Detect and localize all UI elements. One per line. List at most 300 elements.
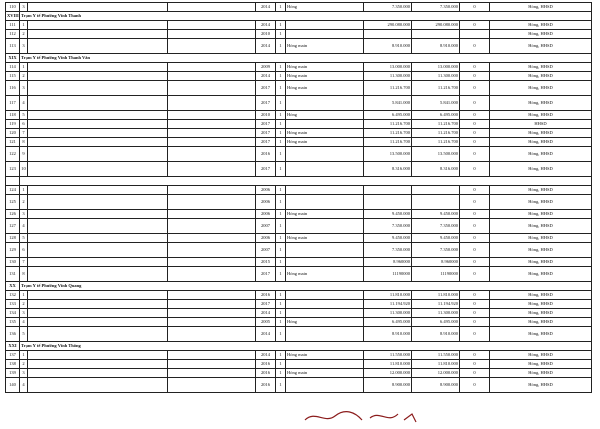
stt-cell: 118 bbox=[6, 111, 20, 120]
table-row bbox=[6, 129, 592, 138]
quantity-cell: 1 bbox=[276, 96, 286, 111]
description-cell bbox=[28, 129, 168, 138]
section-number: XX bbox=[6, 282, 20, 291]
note-cell: Hỏng, HHSD bbox=[490, 258, 592, 267]
quantity-cell: 1 bbox=[276, 327, 286, 342]
remaining-cell: 0 bbox=[460, 72, 490, 81]
sub-number-cell: 4 bbox=[20, 219, 28, 234]
stt-cell: 124 bbox=[6, 186, 20, 195]
remaining-cell: 0 bbox=[460, 3, 490, 12]
stt-cell: 134 bbox=[6, 309, 20, 318]
note-cell: Hỏng, HHSD bbox=[490, 360, 592, 369]
sub-number-cell: 3 bbox=[20, 369, 28, 378]
description-cell bbox=[28, 30, 168, 39]
value-cell: 11.300.000 bbox=[412, 72, 460, 81]
stt-cell: 111 bbox=[6, 21, 20, 30]
table-row bbox=[6, 81, 592, 96]
stt-cell: 131 bbox=[6, 267, 20, 282]
status-cell: Hỏng main bbox=[286, 234, 364, 243]
section-header-row bbox=[6, 282, 592, 291]
table-row bbox=[6, 21, 592, 30]
description-cell bbox=[28, 243, 168, 258]
remaining-cell: 0 bbox=[460, 96, 490, 111]
status-cell: Hỏng bbox=[286, 318, 364, 327]
code-cell bbox=[168, 360, 256, 369]
sub-number-cell: 2 bbox=[20, 195, 28, 210]
value-cell: 7.350.000 bbox=[412, 3, 460, 12]
value-cell: 9.450.000 bbox=[412, 210, 460, 219]
sub-number-cell: 5 bbox=[20, 327, 28, 342]
note-cell: HHSD bbox=[490, 120, 592, 129]
description-cell bbox=[28, 234, 168, 243]
quantity-cell: 1 bbox=[276, 360, 286, 369]
remaining-cell: 0 bbox=[460, 378, 490, 393]
value-cell: 12.000.000 bbox=[412, 369, 460, 378]
description-cell bbox=[28, 291, 168, 300]
year-cell: 2017 bbox=[256, 96, 276, 111]
price-cell: 8.960000 bbox=[364, 258, 412, 267]
status-cell: Hỏng main bbox=[286, 63, 364, 72]
value-cell: 11.216.700 bbox=[412, 120, 460, 129]
value-cell: 13.500.000 bbox=[412, 147, 460, 162]
code-cell bbox=[168, 369, 256, 378]
year-cell: 2014 bbox=[256, 309, 276, 318]
stt-cell: 136 bbox=[6, 327, 20, 342]
table-row bbox=[6, 351, 592, 360]
stt-cell: 130 bbox=[6, 258, 20, 267]
quantity-cell: 1 bbox=[276, 369, 286, 378]
year-cell: 2007 bbox=[256, 219, 276, 234]
remaining-cell: 0 bbox=[460, 234, 490, 243]
table-row bbox=[6, 72, 592, 81]
value-cell: 7.350.000 bbox=[412, 243, 460, 258]
description-cell bbox=[28, 219, 168, 234]
section-header-row bbox=[6, 54, 592, 63]
status-cell bbox=[286, 258, 364, 267]
remaining-cell: 0 bbox=[460, 147, 490, 162]
quantity-cell: 1 bbox=[276, 39, 286, 54]
quantity-cell: 1 bbox=[276, 72, 286, 81]
section-number: XVIII bbox=[6, 12, 20, 21]
note-cell: Hỏng, HHSD bbox=[490, 3, 592, 12]
stt-cell: 120 bbox=[6, 129, 20, 138]
description-cell bbox=[28, 3, 168, 12]
remaining-cell: 0 bbox=[460, 39, 490, 54]
quantity-cell: 1 bbox=[276, 195, 286, 210]
price-cell: 290.080.000 bbox=[364, 21, 412, 30]
price-cell: 6.495.000 bbox=[364, 318, 412, 327]
quantity-cell: 1 bbox=[276, 219, 286, 234]
sub-number-cell: 6 bbox=[20, 120, 28, 129]
status-cell bbox=[286, 300, 364, 309]
remaining-cell: 0 bbox=[460, 327, 490, 342]
description-cell bbox=[28, 360, 168, 369]
stt-cell: 127 bbox=[6, 219, 20, 234]
table-row bbox=[6, 267, 592, 282]
remaining-cell: 0 bbox=[460, 318, 490, 327]
value-cell: 11.300.000 bbox=[412, 309, 460, 318]
table-row bbox=[6, 39, 592, 54]
quantity-cell: 1 bbox=[276, 267, 286, 282]
quantity-cell: 1 bbox=[276, 351, 286, 360]
sub-number-cell: 9 bbox=[20, 147, 28, 162]
status-cell bbox=[286, 309, 364, 318]
note-cell: Hỏng, HHSD bbox=[490, 309, 592, 318]
status-cell: Hỏng bbox=[286, 111, 364, 120]
status-cell bbox=[286, 186, 364, 195]
note-cell: Hỏng, HHSD bbox=[490, 219, 592, 234]
quantity-cell: 1 bbox=[276, 309, 286, 318]
stt-cell: 123 bbox=[6, 162, 20, 177]
code-cell bbox=[168, 72, 256, 81]
note-cell: Hỏng, HHSD bbox=[490, 138, 592, 147]
section-number: XIX bbox=[6, 54, 20, 63]
code-cell bbox=[168, 3, 256, 12]
year-cell: 2014 bbox=[256, 3, 276, 12]
value-cell: 13.000.000 bbox=[412, 63, 460, 72]
year-cell: 2017 bbox=[256, 81, 276, 96]
remaining-cell: 0 bbox=[460, 21, 490, 30]
description-cell bbox=[28, 258, 168, 267]
status-cell bbox=[286, 96, 364, 111]
description-cell bbox=[28, 267, 168, 282]
status-cell bbox=[286, 378, 364, 393]
description-cell bbox=[28, 120, 168, 129]
value-cell: 9.450.000 bbox=[412, 234, 460, 243]
section-title: Trạm Y tế Phường Vĩnh Thông bbox=[20, 342, 592, 351]
quantity-cell: 1 bbox=[276, 162, 286, 177]
table-row bbox=[6, 195, 592, 210]
year-cell: 2016 bbox=[256, 369, 276, 378]
description-cell bbox=[28, 39, 168, 54]
year-cell: 2017 bbox=[256, 267, 276, 282]
code-cell bbox=[168, 195, 256, 210]
year-cell: 2005 bbox=[256, 318, 276, 327]
table-row bbox=[6, 318, 592, 327]
note-cell: Hỏng, HHSD bbox=[490, 267, 592, 282]
status-cell bbox=[286, 195, 364, 210]
stt-cell: 129 bbox=[6, 243, 20, 258]
stt-cell: 138 bbox=[6, 360, 20, 369]
year-cell: 2017 bbox=[256, 129, 276, 138]
description-cell bbox=[28, 300, 168, 309]
section-title: Trạm Y tế Phường Vĩnh Thanh bbox=[20, 12, 592, 21]
year-cell: 2006 bbox=[256, 195, 276, 210]
remaining-cell: 0 bbox=[460, 267, 490, 282]
price-cell: 11.216.700 bbox=[364, 129, 412, 138]
table-row bbox=[6, 186, 592, 195]
remaining-cell: 0 bbox=[460, 111, 490, 120]
value-cell: 11.194.920 bbox=[412, 300, 460, 309]
code-cell bbox=[168, 351, 256, 360]
sub-number-cell: 2 bbox=[20, 360, 28, 369]
description-cell bbox=[28, 147, 168, 162]
stt-cell: 126 bbox=[6, 210, 20, 219]
table-row bbox=[6, 258, 592, 267]
handwritten-mark bbox=[300, 408, 440, 426]
table-row bbox=[6, 30, 592, 39]
note-cell: Hỏng, HHSD bbox=[490, 318, 592, 327]
stt-cell: 140 bbox=[6, 378, 20, 393]
year-cell: 2017 bbox=[256, 138, 276, 147]
table-row bbox=[6, 162, 592, 177]
value-cell: 290.080.000 bbox=[412, 21, 460, 30]
quantity-cell: 1 bbox=[276, 186, 286, 195]
table-row bbox=[6, 111, 592, 120]
status-cell: Hỏng main bbox=[286, 267, 364, 282]
price-cell: 11.810.000 bbox=[364, 360, 412, 369]
stt-cell: 137 bbox=[6, 351, 20, 360]
stt-cell: 133 bbox=[6, 300, 20, 309]
description-cell bbox=[28, 327, 168, 342]
description-cell bbox=[28, 21, 168, 30]
code-cell bbox=[168, 120, 256, 129]
description-cell bbox=[28, 162, 168, 177]
price-cell: 11.300.000 bbox=[364, 72, 412, 81]
year-cell: 2015 bbox=[256, 258, 276, 267]
quantity-cell: 1 bbox=[276, 21, 286, 30]
status-cell bbox=[286, 162, 364, 177]
stt-cell: 113 bbox=[6, 39, 20, 54]
price-cell bbox=[364, 186, 412, 195]
stt-cell: 115 bbox=[6, 72, 20, 81]
description-cell bbox=[28, 111, 168, 120]
table-row bbox=[6, 120, 592, 129]
price-cell: 8.316.000 bbox=[364, 162, 412, 177]
table-row bbox=[6, 63, 592, 72]
price-cell: 11.810.000 bbox=[364, 291, 412, 300]
year-cell: 2014 bbox=[256, 39, 276, 54]
code-cell bbox=[168, 210, 256, 219]
note-cell: Hỏng, HHSD bbox=[490, 81, 592, 96]
sub-number-cell: 7 bbox=[20, 129, 28, 138]
quantity-cell: 1 bbox=[276, 234, 286, 243]
year-cell: 2014 bbox=[256, 351, 276, 360]
year-cell: 2017 bbox=[256, 300, 276, 309]
remaining-cell: 0 bbox=[460, 219, 490, 234]
stt-cell: 114 bbox=[6, 63, 20, 72]
value-cell bbox=[412, 186, 460, 195]
description-cell bbox=[28, 210, 168, 219]
year-cell: 2014 bbox=[256, 72, 276, 81]
code-cell bbox=[168, 219, 256, 234]
note-cell: Hỏng, HHSD bbox=[490, 327, 592, 342]
year-cell: 2006 bbox=[256, 234, 276, 243]
sub-number-cell: 3 bbox=[20, 81, 28, 96]
inventory-table bbox=[5, 2, 592, 393]
sub-number-cell: 3 bbox=[20, 210, 28, 219]
code-cell bbox=[168, 30, 256, 39]
stt-cell: 132 bbox=[6, 291, 20, 300]
year-cell: 2017 bbox=[256, 162, 276, 177]
code-cell bbox=[168, 129, 256, 138]
sub-number-cell: 4 bbox=[20, 378, 28, 393]
value-cell: 11190000 bbox=[412, 267, 460, 282]
remaining-cell bbox=[460, 30, 490, 39]
code-cell bbox=[168, 138, 256, 147]
status-cell bbox=[286, 291, 364, 300]
year-cell: 2006 bbox=[256, 210, 276, 219]
section-header-row bbox=[6, 177, 592, 186]
remaining-cell: 0 bbox=[460, 195, 490, 210]
table-row bbox=[6, 96, 592, 111]
table-row bbox=[6, 300, 592, 309]
price-cell: 9.450.000 bbox=[364, 234, 412, 243]
status-cell: Hỏng main bbox=[286, 138, 364, 147]
status-cell: Hỏng main bbox=[286, 210, 364, 219]
price-cell: 11.300.000 bbox=[364, 309, 412, 318]
price-cell: 13.500.000 bbox=[364, 147, 412, 162]
status-cell bbox=[286, 243, 364, 258]
sub-number-cell: 5 bbox=[20, 234, 28, 243]
sub-number-cell: 3 bbox=[20, 3, 28, 12]
stt-cell: 122 bbox=[6, 147, 20, 162]
quantity-cell: 1 bbox=[276, 138, 286, 147]
value-cell: 8.910.000 bbox=[412, 327, 460, 342]
code-cell bbox=[168, 291, 256, 300]
value-cell: 8.960000 bbox=[412, 258, 460, 267]
table-row bbox=[6, 327, 592, 342]
price-cell: 13.000.000 bbox=[364, 63, 412, 72]
code-cell bbox=[168, 300, 256, 309]
section-title: Trạm Y tế Phường Vĩnh Thanh Vân bbox=[20, 54, 592, 63]
note-cell: Hỏng, HHSD bbox=[490, 300, 592, 309]
section-number bbox=[6, 177, 20, 186]
code-cell bbox=[168, 318, 256, 327]
section-header-row bbox=[6, 12, 592, 21]
code-cell bbox=[168, 63, 256, 72]
description-cell bbox=[28, 195, 168, 210]
sub-number-cell: 4 bbox=[20, 96, 28, 111]
price-cell: 12.000.000 bbox=[364, 369, 412, 378]
code-cell bbox=[168, 267, 256, 282]
price-cell bbox=[364, 30, 412, 39]
price-cell: 7.350.000 bbox=[364, 219, 412, 234]
remaining-cell: 0 bbox=[460, 291, 490, 300]
price-cell: 8.910.000 bbox=[364, 327, 412, 342]
section-number: XXI bbox=[6, 342, 20, 351]
value-cell: 5.841.000 bbox=[412, 96, 460, 111]
stt-cell: 119 bbox=[6, 120, 20, 129]
sub-number-cell: 1 bbox=[20, 291, 28, 300]
section-title bbox=[20, 177, 592, 186]
value-cell: 11.216.700 bbox=[412, 81, 460, 96]
note-cell: Hỏng, HHSD bbox=[490, 186, 592, 195]
stt-cell: 128 bbox=[6, 234, 20, 243]
code-cell bbox=[168, 21, 256, 30]
note-cell: Hỏng, HHSD bbox=[490, 111, 592, 120]
quantity-cell: 1 bbox=[276, 30, 286, 39]
note-cell: Hỏng, HHSD bbox=[490, 63, 592, 72]
remaining-cell: 0 bbox=[460, 129, 490, 138]
stt-cell: 125 bbox=[6, 195, 20, 210]
sub-number-cell: 2 bbox=[20, 72, 28, 81]
quantity-cell: 1 bbox=[276, 147, 286, 162]
status-cell: Hỏng main bbox=[286, 72, 364, 81]
price-cell: 11.194.920 bbox=[364, 300, 412, 309]
stt-cell: 110 bbox=[6, 3, 20, 12]
code-cell bbox=[168, 234, 256, 243]
note-cell: Hỏng, HHSD bbox=[490, 195, 592, 210]
status-cell: Hỏng main bbox=[286, 39, 364, 54]
sub-number-cell: 2 bbox=[20, 300, 28, 309]
remaining-cell: 0 bbox=[460, 351, 490, 360]
table-row bbox=[6, 291, 592, 300]
status-cell bbox=[286, 21, 364, 30]
price-cell: 11.216.700 bbox=[364, 81, 412, 96]
value-cell: 6.495.000 bbox=[412, 111, 460, 120]
sub-number-cell: 3 bbox=[20, 309, 28, 318]
sub-number-cell: 5 bbox=[20, 111, 28, 120]
quantity-cell: 1 bbox=[276, 291, 286, 300]
value-cell: 11.216.700 bbox=[412, 129, 460, 138]
description-cell bbox=[28, 309, 168, 318]
note-cell: Hỏng, HHSD bbox=[490, 234, 592, 243]
value-cell: 11.810.000 bbox=[412, 291, 460, 300]
description-cell bbox=[28, 318, 168, 327]
note-cell: Hỏng, HHSD bbox=[490, 21, 592, 30]
description-cell bbox=[28, 138, 168, 147]
note-cell: Hỏng, HHSD bbox=[490, 210, 592, 219]
description-cell bbox=[28, 63, 168, 72]
quantity-cell: 1 bbox=[276, 258, 286, 267]
description-cell bbox=[28, 378, 168, 393]
value-cell bbox=[412, 195, 460, 210]
price-cell: 11190000 bbox=[364, 267, 412, 282]
status-cell bbox=[286, 327, 364, 342]
remaining-cell: 0 bbox=[460, 360, 490, 369]
sub-number-cell: 4 bbox=[20, 318, 28, 327]
status-cell bbox=[286, 360, 364, 369]
description-cell bbox=[28, 81, 168, 96]
sub-number-cell: 1 bbox=[20, 186, 28, 195]
stt-cell: 121 bbox=[6, 138, 20, 147]
price-cell: 8.910.000 bbox=[364, 39, 412, 54]
code-cell bbox=[168, 162, 256, 177]
price-cell: 11.216.700 bbox=[364, 138, 412, 147]
note-cell: Hỏng, HHSD bbox=[490, 243, 592, 258]
description-cell bbox=[28, 72, 168, 81]
price-cell: 7.350.000 bbox=[364, 3, 412, 12]
value-cell: 8.900.000 bbox=[412, 378, 460, 393]
table-row bbox=[6, 138, 592, 147]
value-cell: 8.910.000 bbox=[412, 39, 460, 54]
note-cell: Hỏng, HHSD bbox=[490, 162, 592, 177]
sub-number-cell: 6 bbox=[20, 243, 28, 258]
note-cell: Hỏng, HHSD bbox=[490, 96, 592, 111]
stt-cell: 117 bbox=[6, 96, 20, 111]
status-cell: Hỏng main bbox=[286, 81, 364, 96]
note-cell: Hỏng, HHSD bbox=[490, 351, 592, 360]
quantity-cell: 1 bbox=[276, 318, 286, 327]
stt-cell: 112 bbox=[6, 30, 20, 39]
year-cell: 2016 bbox=[256, 360, 276, 369]
code-cell bbox=[168, 243, 256, 258]
sub-number-cell: 7 bbox=[20, 258, 28, 267]
remaining-cell: 0 bbox=[460, 258, 490, 267]
year-cell: 2016 bbox=[256, 147, 276, 162]
description-cell bbox=[28, 96, 168, 111]
price-cell: 11.216.700 bbox=[364, 120, 412, 129]
table-row bbox=[6, 3, 592, 12]
stt-cell: 139 bbox=[6, 369, 20, 378]
table-row bbox=[6, 378, 592, 393]
year-cell: 2006 bbox=[256, 186, 276, 195]
year-cell: 2016 bbox=[256, 291, 276, 300]
value-cell: 6.495.000 bbox=[412, 318, 460, 327]
table-row bbox=[6, 360, 592, 369]
year-cell: 2010 bbox=[256, 30, 276, 39]
